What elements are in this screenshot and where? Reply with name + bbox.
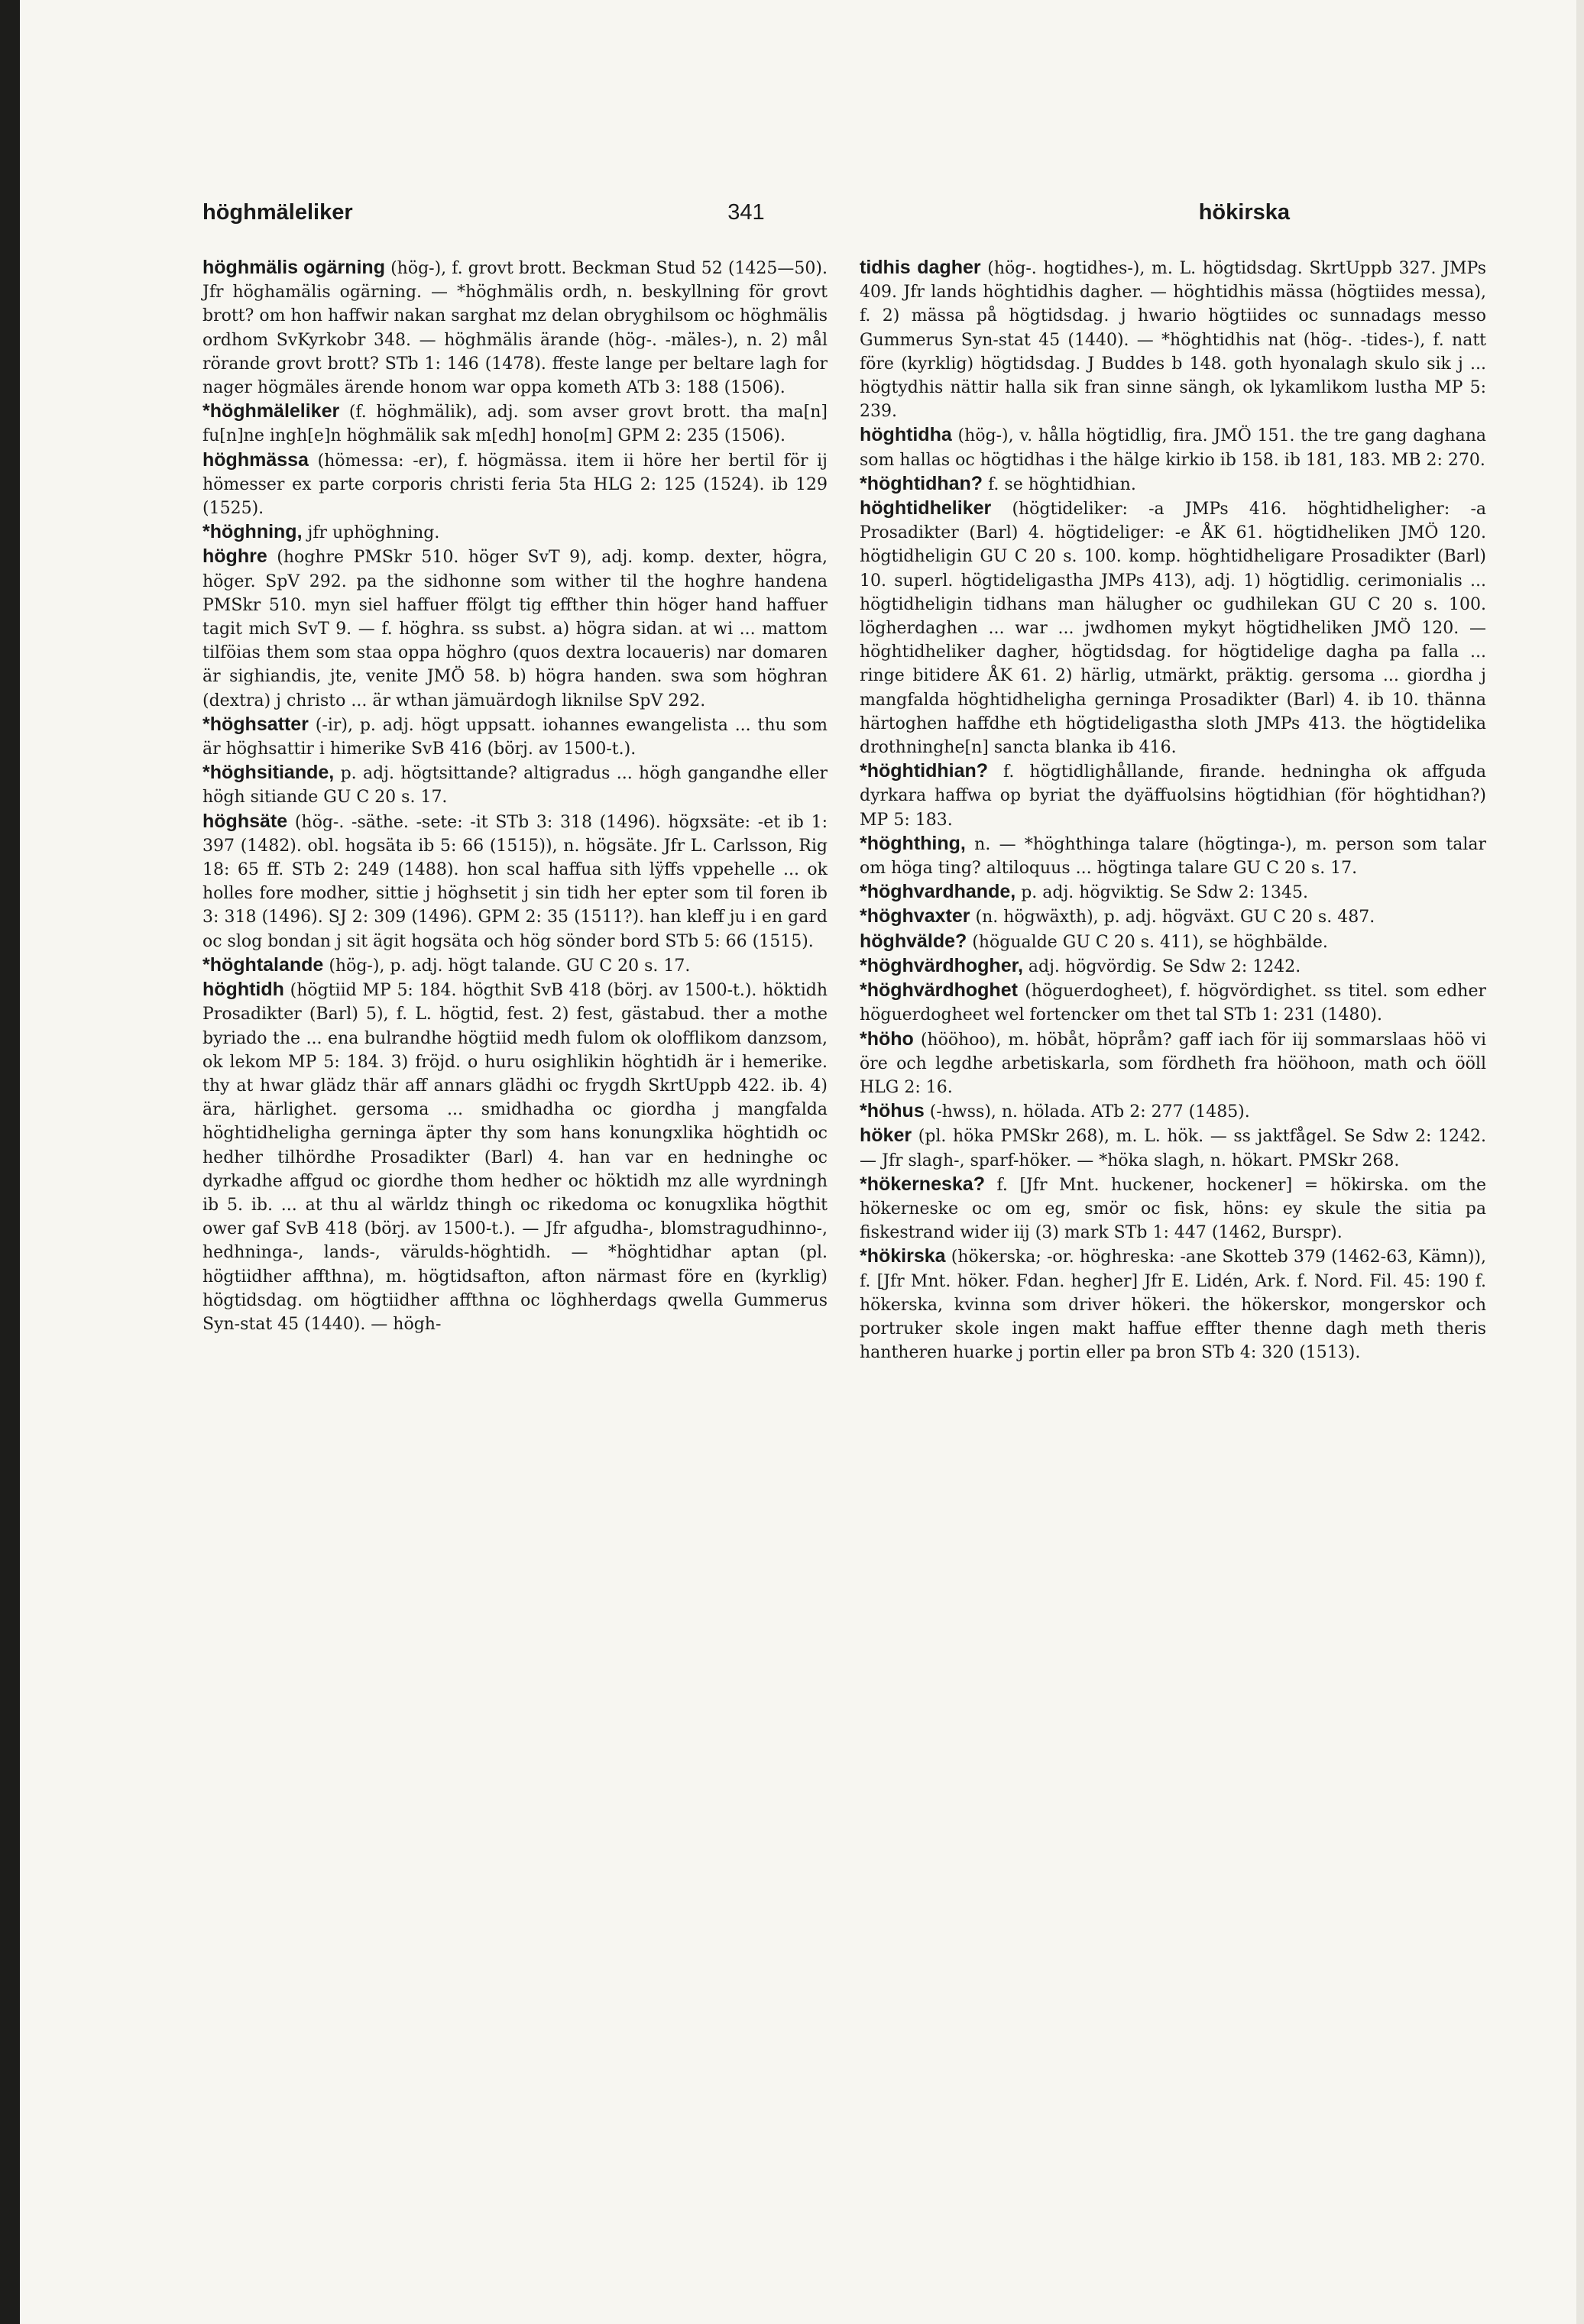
dictionary-entry bbox=[202, 256, 828, 400]
dictionary-entry bbox=[860, 905, 1486, 929]
entry-definition: (n. högwäxth), p. adj. högväxt. GU C 20 s. 487. bbox=[975, 908, 1375, 927]
entry-headword: *höhus bbox=[860, 1100, 925, 1122]
dictionary-entry bbox=[202, 761, 828, 809]
entry-definition: (hög-), v. hålla högtidlig, fira. JMÖ 151. the tre gang daghana som hallas oc högtidhas i the hälge kirkio ib 158. ib 181, 183. MB 2: 270. bbox=[860, 426, 1486, 470]
entry-headword: *höghvardhande, bbox=[860, 881, 1016, 903]
entry-definition: (hömessa: -er), f. högmässa. item ii höre her bertil för ij hömesser ex parte corporis christi feria 5ta HLG 2: 125 (1524). ib 129 (1525). bbox=[202, 451, 828, 519]
dictionary-entry bbox=[202, 448, 828, 521]
entry-definition: (hög-), p. adj. högt talande. GU C 20 s. 17. bbox=[329, 956, 691, 976]
entry-definition: (-hwss), n. hölada. ATb 2: 277 (1485). bbox=[929, 1102, 1250, 1122]
dictionary-entry bbox=[860, 759, 1486, 832]
entry-definition: (f. höghmälik), adj. som avser grovt brott. tha ma[n] fu[n]ne ingh[e]n höghmälik sak m[edh] hono[m] GPM 2: 235 (1506). bbox=[202, 403, 828, 446]
dictionary-entry bbox=[860, 1124, 1486, 1172]
right-column bbox=[860, 256, 1486, 1364]
entry-definition: n. — *höghthinga talare (högtinga-), m. person som talar om höga ting? altiloquus ... högtinga talare GU C 20 s. 17. bbox=[860, 834, 1486, 879]
dictionary-entry bbox=[860, 472, 1486, 497]
dictionary-entry bbox=[202, 978, 828, 1336]
entry-headword: höghmälis ogärning bbox=[202, 257, 385, 278]
running-head-left: höghmäleliker bbox=[202, 200, 353, 225]
entry-headword: *höho bbox=[860, 1028, 914, 1050]
entry-headword: *hökerneska? bbox=[860, 1173, 985, 1195]
dictionary-entry bbox=[860, 930, 1486, 954]
entry-definition: (högualde GU C 20 s. 411), se höghbälde. bbox=[972, 932, 1328, 952]
entry-headword: höker bbox=[860, 1125, 912, 1147]
dictionary-entry bbox=[860, 1173, 1486, 1245]
entry-headword: höghtidheliker bbox=[860, 497, 992, 520]
dictionary-entry bbox=[860, 979, 1486, 1027]
entry-definition: (pl. höka PMSkr 268), m. L. hök. — ss jaktfågel. Se Sdw 2: 1242. — Jfr slagh-, sparf-höker. — *höka slagh, n. hökart. PMSkr 268. bbox=[860, 1127, 1487, 1170]
entry-definition: (högtiid MP 5: 184. högthit SvB 418 (börj. av 1500-t.). höktidh Prosadikter (Barl) 5), f. L. högtid, fest. 2) fest, gästabud. ther a mothe byriado the ... ena bulrandhe högtiid medh fulom ok olofflikom danzsom, ok lekom MP 5: 184. 3) fröjd. o huru osighlikin höghtidh är i hemerike. thy at hwar glädz thär aff annars glädhi oc frygdh SkrtUppb 422. ib. 4) ära, härlighet. gersoma ... smidhadha oc giordha j mangfalda höghtidheligha gerninga äpter thy som hans konungxlika höghtidh oc hedher tilhördhe Prosadikter (Barl) 4. han var en hedninghe oc dyrkadhe affgud oc giordhe thom hedher oc höktidh mz alle wyrdningh ib 5. ib. ... at thu al wärldz thingh oc rikedoma oc konugxlika högthit ower gaf SvB 418 (börj. av 1500-t.). — Jfr afgudha-, blomstragudhinno-, hedhninga-, lands-, värulds-höghtidh. — *höghtidhar aptan (pl. högtiidher affthna), m. högtidsafton, afton närmast före en (kyrklig) högtidsdag. om högtiidher affthna oc löghherdags qwella Gummerus Syn-stat 45 (1440). — högh- bbox=[202, 981, 828, 1334]
left-column bbox=[202, 256, 828, 1336]
entry-definition: p. adj. högtsittande? altigradus ... högh gangandhe eller högh sitiande GU C 20 s. 17. bbox=[202, 764, 828, 808]
entry-headword: *höghsitiande, bbox=[202, 762, 335, 784]
entry-definition: (hökerska; -or. höghreska: -ane Skotteb 379 (1462-63, Kämn)), f. [Jfr Mnt. höker. Fdan. hegher] Jfr E. Lidén, Ark. f. Nord. Fil. 45: 190 f. hökerska, kvinna som driver hökeri. the hökerskor, mongerskor och portruker skole ingen makt haffue effter thenne dagh meth theris hantheren huarke j portin eller pa bron STb 4: 320 (1513). bbox=[860, 1248, 1487, 1363]
entry-headword: höghsäte bbox=[202, 810, 288, 832]
entry-headword: *höghtidhian? bbox=[860, 760, 989, 782]
entry-definition: (högtideliker: -a JMPs 416. höghtidheligher: -a Prosadikter (Barl) 4. högtideliger: -e ÅK 61. högtidheliken JMÖ 120. högtidheligin GU C 20 s. 100. komp. höghtidheligare Prosadikter (Barl) 10. superl. högtideligastha JMPs 413), adj. 1) högtidlig. cerimonialis ... högtidheligin tidhans man hälugher oc gudhilekan GU C 20 s. 100. lögherdaghen ... war ... jwdhomen mykyt högtidheliken JMÖ 120. — höghtidheliker dagher, högtidsdag. for högtidelige dagha pa falla ... ringe bitidere ÅK 61. 2) härlig, utmärkt, präktig. gersoma ... giordha j mangfalda höghtidheligha gerninga Prosadikter (Barl) 4. ib 10. thänna härtoghen haffdhe eth högtideligastha sloth JMPs 413. the högtidelika drothninghe[n] sancta blanka ib 416. bbox=[860, 500, 1486, 758]
scan-edge-left bbox=[0, 0, 20, 2324]
dictionary-entry bbox=[202, 520, 828, 545]
dictionary-entry bbox=[202, 810, 828, 953]
entry-headword: höghmässa bbox=[202, 448, 309, 471]
entry-definition: (hög-), f. grovt brott. Beckman Stud 52 (1425—50). Jfr höghamälis ogärning. — *höghmälis ordh, n. beskyllning för grovt brott? om hon haffwir nakan sarghat mz delan obryghilsom oc höghmälis ordhom SvKyrkobr 348. — höghmälis ärande (hög-. -mäles-), n. 2) mål rörande grovt brott? STb 1: 146 (1478). ffeste lange per beltare lagh for nager högmäles ärende honom war oppa kometh ATb 3: 188 (1506). bbox=[202, 259, 828, 398]
entry-headword: *höghthing, bbox=[860, 832, 966, 854]
entry-headword: *höghsatter bbox=[202, 713, 309, 735]
entry-definition: (höguerdogheet), f. högvördighet. ss titel. som edher höguerdogheet wel fortencker om thet tal STb 1: 231 (1480). bbox=[860, 982, 1486, 1025]
dictionary-entry bbox=[860, 1099, 1486, 1124]
dictionary-entry bbox=[860, 880, 1486, 905]
entry-headword: höghvälde? bbox=[860, 930, 967, 952]
entry-headword: *höghning, bbox=[202, 521, 303, 543]
dictionary-entry bbox=[860, 832, 1486, 880]
entry-headword: *höghmäleliker bbox=[202, 400, 340, 422]
entry-headword: *höghtalande bbox=[202, 953, 324, 976]
entry-definition: p. adj. högviktig. Se Sdw 2: 1345. bbox=[1021, 883, 1308, 903]
dictionary-entry bbox=[202, 545, 828, 712]
entry-headword: *höghvärdhogher, bbox=[860, 954, 1023, 976]
dictionary-entry bbox=[860, 954, 1486, 979]
entry-headword: *höghvärdhoghet bbox=[860, 979, 1018, 1002]
page-header bbox=[202, 200, 1290, 231]
entry-definition: adj. högvördig. Se Sdw 2: 1242. bbox=[1028, 956, 1301, 976]
dictionary-entry bbox=[202, 713, 828, 761]
running-head-right: hökirska bbox=[1198, 200, 1290, 225]
entry-headword: *hökirska bbox=[860, 1245, 946, 1267]
entry-definition: (-ir), p. adj. högt uppsatt. iohannes ewangelista ... thu som är höghsattir i himerike SvB 416 (börj. av 1500-t.). bbox=[202, 715, 828, 759]
entry-headword: höghtidh bbox=[202, 979, 284, 1001]
page-number: 341 bbox=[727, 200, 765, 225]
entry-headword: höghtidha bbox=[860, 424, 952, 446]
entry-definition: f. högtidlighållande, firande. hedningha ok affguda dyrkara haffwa op byriat the dyäffuolsins högtidhian (för höghtidhan?) MP 5: 183. bbox=[860, 762, 1486, 830]
entry-definition: (hög-. -säthe. -sete: -it STb 3: 318 (1496). högxsäte: -et ib 1: 397 (1482). obl. hogsäta ib 5: 66 (1515)), n. högsäte. Jfr L. Carlsson, Rig 18: 65 ff. STb 2: 249 (1488). hon scal haffua sith lÿffs vppehelle ... ok holles fore modher, sittie j höghsetit j sin tidh her epter som til foren ib 3: 318 (1496). SJ 2: 309 (1496). GPM 2: 35 (1511?). han kleff ju i en gard oc slog bondan j sit ägit hogsäta och hög sönder bord STb 5: 66 (1515). bbox=[202, 812, 828, 951]
entry-headword: tidhis dagher bbox=[860, 257, 981, 278]
scan-edge-right bbox=[1576, 0, 1584, 2324]
entry-headword: *höghtidhan? bbox=[860, 472, 983, 494]
dictionary-entry bbox=[202, 953, 828, 978]
entry-definition: f. se höghtidhian. bbox=[988, 474, 1136, 494]
entry-headword: *höghvaxter bbox=[860, 905, 970, 927]
dictionary-entry bbox=[202, 400, 828, 448]
entry-definition: (hoghre PMSkr 510. höger SvT 9), adj. komp. dexter, högra, höger. SpV 292. pa the sidhonne som wither til the hoghre handena PMSkr 510. myn siel haffuer ffölgt tig effther thin höger hand haffuer tagit mich SvT 9. — f. höghra. ss subst. a) högra sidan. at wi ... mattom tilföias them som staa oppa höghro (quos dextra locaueris) nar domaren är sighiandis, jte, venite JMÖ 58. b) högra handen. swa som höghran (dextra) j christo ... är wthan jämuärdogh liknilse SpV 292. bbox=[202, 548, 828, 710]
dictionary-entry bbox=[860, 497, 1486, 759]
entry-definition: (hög-. hogtidhes-), m. L. högtidsdag. SkrtUppb 327. JMPs 409. Jfr lands höghtidhis dagher. — höghtidhis mässa (högtiides messa), f. 2) mässa på högtidsdag. j hwario högtiides oc sunnadags messo Gummerus Syn-stat 45 (1440). — *höghtidhis nat (hög-. -tides-), f. natt före (kyrklig) högtidsdag. J Buddes b 148. goth hyonalagh skulo sik j ... högtydhis nättir halla sik fran sinne sängh, ok lykamlikom lustha MP 5: 239. bbox=[860, 259, 1486, 422]
dictionary-entry bbox=[860, 423, 1486, 471]
dictionary-entry bbox=[860, 1245, 1486, 1364]
dictionary-entry bbox=[860, 256, 1486, 423]
entry-definition: (hööhoo), m. höbåt, höpråm? gaff iach för iij sommarslaas höö vi öre och legdhe arbetiskarla, som fördheth fra hööhoon, math och ööll HLG 2: 16. bbox=[860, 1030, 1486, 1097]
dictionary-entry bbox=[860, 1028, 1486, 1100]
entry-definition: jfr uphöghning. bbox=[307, 523, 440, 543]
entry-definition: f. [Jfr Mnt. huckener, hockener] = hökirska. om the hökerneske oc om eg, smör oc fisk, höns: ey skule the sitia pa fiskestrand wider iij (3) mark STb 1: 447 (1462, Burspr). bbox=[860, 1175, 1486, 1243]
entry-headword: höghre bbox=[202, 545, 267, 568]
